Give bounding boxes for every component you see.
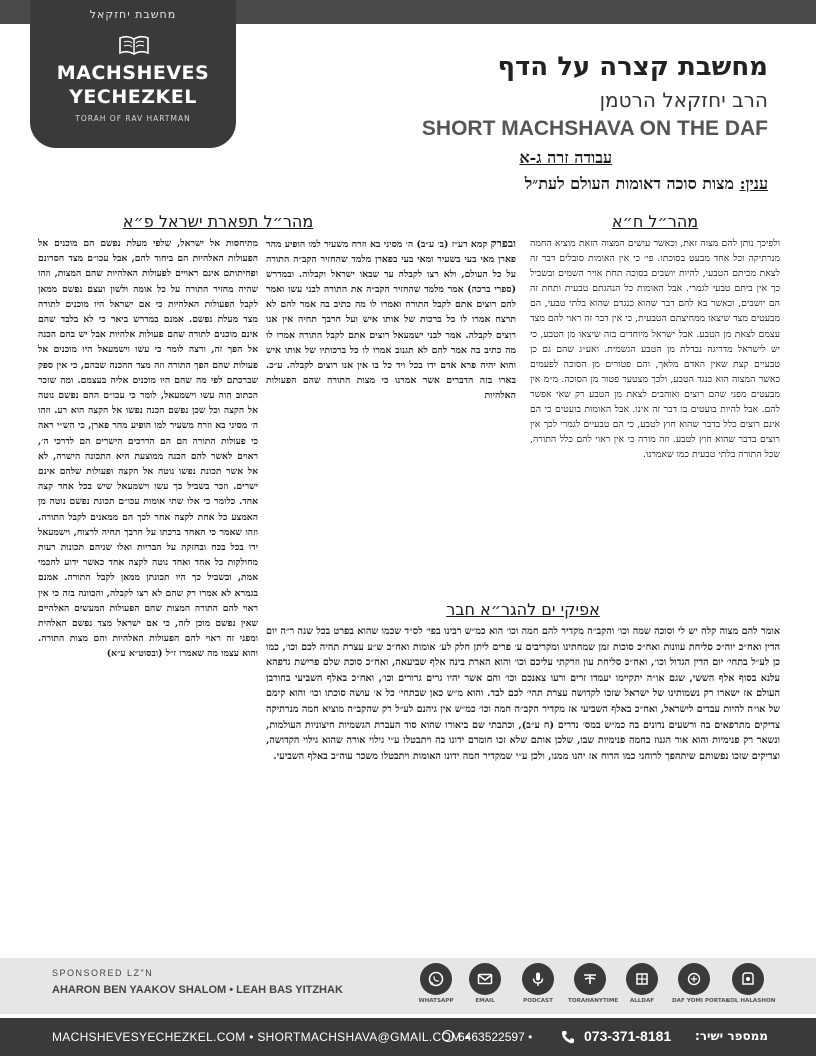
column-title-tiferes-yisrael: מהר״ל תפארת ישראל פ״א: [122, 212, 314, 231]
topic-label: ענין:: [739, 174, 768, 193]
contact-website-email[interactable]: MACHSHEVESYECHEZKEL.COM • SHORTMACHSHAVA@GMAIL.COM •: [52, 1030, 470, 1044]
whatsapp-link[interactable]: [414, 963, 458, 1004]
logo-name-line2: YECHEZKEL: [69, 86, 197, 108]
column-afikei-yam: אומר להם מצוה קלה יש לי וסוכה שמה וכו׳ והקב״ה מקדיר להם חמה וכו׳ הוא כמ״ש רבינו בפי׳ לס״ד שכמו שהוא בפרט בכל שנה ר״ה יום הדין ואח״כ יוה״כ סליחת עוונות ואח״כ סוכות זמן שמחתינו ומקריבים ע׳ פרים ליתן חלק לע׳ אומות ואח״כ ש״ע עצרת תהיה לכם וכו׳, כמו כן לע״ל בתחי׳ יום הדין הגדול וכו׳, ואח״כ סליחת עון וזרקתי עליכם וכו׳ והוא הארת בינה אלף שביעאה, ואח״כ סוכת שלם פרישת גדפהא עלנא בסוף אלף הששי, שגם או״ה יתקיימו יעמדו זרים ורעו צאנכם וכו׳ והם אשר יהיו גרים גרורים וכו׳, ואח״כ באלף השביעי בחורבן העולם אז ישארו רק נשמותינו של ישראל שזכו לקדושה עצרת תהי׳ לכם לבד. והוא מ״ש כאן שבתחי׳ כל א׳ עושה סוכתו וכו׳ והוא קימם של או״ה להיות עבדים לישראל, ואח״כ באלף השביעי אז מקדיר הקב״ה חמה וכו׳ כמ״ש אין גיהנם לע״ל רק שהקב״ה מוציא חמה מנרתיקה צדיקים מתרפאים בה ורשעים נדונים בה כמ״ש במס׳ נדרים (ח ע״ב), וכתבתי שם ביאורו שהוא סוד העברת הגשמיות חיצוניות העולמות, ונשאר רק פנימיות והוא אור הגנוז בחמה פנימיות שבו, שלכן אותם שלא זכו חומרם ידונו בה ויתבטלו ע״י גילוי אורה שהוא גילוי הקדושה, וצדיקים שזכו נפשותם שיתהפך לרוחני כמו הרוח אז יהנו ממנו, ולכן ע״י שמקדיר חמה ידונו האומות ויתבטלו משכר עוה״ב באלף השביעי.: [266, 626, 780, 762]
logo-hebrew-text: מחשבת יחזקאל: [89, 8, 177, 21]
alldaf-icon: [626, 963, 658, 995]
contact-band: [0, 1018, 816, 1056]
phone-hebrew-label: ממספר ישיר:: [694, 1029, 768, 1043]
podcast-link[interactable]: [516, 963, 560, 1004]
phone-number[interactable]: 073-371-8181: [584, 1028, 672, 1044]
column-middle-text: קמא דע״ז (ב׳ ע״ב) ה׳ מסיני בא וזרח משעיר למו הופיע מהר פארן מאי בעי בשעיר ומאי בעי בפארן מלמד שהחזיר הקב״ה התורה על כל העולם, ולא רצו לקבלה עד שבאו ישראל וקבלוה. ובמדרש (ספרי ברכה) אמר מלמד שהחזיר הקב״ה את התורה לבני עשו ואמר להם רוצים אתם לקבל התורה ואמרו לו מה כתיב בה אמר להם לא תרצח אמרו לו כל ברכות של אותו איש ועל חרבך תחיה אין אנו רוצים לקבלה. אמר לבני ישמעאל רוצים אתם לקבל התורה אמרו לו מה כתיב בה אמר להם לא תגנוב אמרו לו כל ברכותיו של אותו איש והוא יהיה פרא אדם ידו בכל ויד כל בו אין אנו רוצים לקבלה. ע״כ. בארו בזה הדברים אשר אמרנו כי מצות התורה שהם הפעולות האלהיות: [266, 239, 516, 401]
torahanytime-icon: [574, 963, 606, 995]
kol-halashon-link[interactable]: [726, 963, 776, 1004]
logo-name-line1: MACHSHEVES: [56, 62, 210, 84]
column-middle: [266, 236, 516, 500]
dafyomi-portal-icon: [678, 963, 710, 995]
email-icon: [469, 963, 501, 995]
logo-tagline: TORAH OF RAV HARTMAN: [75, 114, 191, 123]
dafyomi-portal-label: DAF YOMI PORTAL: [672, 998, 730, 1004]
sponsor-names: AHARON BEN YAAKOV SHALOM • LEAH BAS YITZHAK: [52, 984, 343, 996]
podcast-label: PODCAST: [523, 998, 553, 1004]
topic-line: [525, 174, 768, 194]
rabbi-name: הרב יחזקאל הרטמן: [599, 88, 768, 112]
column-maharal-chiddushei: ולפיכך נותן להם מצוה זאת, וכאשר עושים המצוה הזאת מוציא החמה מנרתיקה וכל אחד מבעט בסוכתו. פי׳ כי אין האומות סובלים דבר זה לצאת מכיתם הטבעי, להיות יושבים בסוכה תחת אויר השמים ובשביל כך אין ביתם טבעי לגמרי. אבל האומות כל הנהגתם טבעית ותחת זה הם יושבים, וכאשר בא להם דבר שהוא כנגדם שהוא בלתי טבעי, הם מבעטים מצד שיצאו ממחיצתם הטבעית, כי אין דבר זה ראוי להם מצד עצמם לצאת מן הטבע. אבל ישראל מיוחדים בזה שיצאו מן הטבע, כי יש לישראל מדריגה נבדלת מן הטבע הגשמית. ואע״ג שהם גם כן טבעיים קצת שאין האדם מלאך, והם פטורים מן הסוכה לפעמים כאשר המצוה הוא כנגד הטבע, ולכך מצטער פטור מן הסוכה. מ״מ אין מבעטים מפני שהם רוצים ואוהבים לצאת מן הטבע רק שאי אפשר להם. אבל להיות בועטים בו דבר זה אינו. אבל האומות בועטים כי הם אינם רוצים כלל בדבר שהוא חוץ לטבע, כי הם טבעיים לגמרי לכך אין רוצים בדבר שהוא חוץ לטבע. וזה מורה כי אין ראוי להם כלל התורה, שכל התורה בלתי טבעית כמו שאמרנו.: [530, 238, 780, 461]
kol-halashon-label: KOL HALASHON: [726, 998, 776, 1004]
topic-text: מצות סוכה דאומות העולם לעת״ל: [524, 174, 734, 193]
english-title: SHORT MACHSHAVA ON THE DAF: [421, 117, 768, 140]
column-middle-lead: ובפרק: [490, 237, 516, 250]
sponsor-label: SPONSORED LZ"N: [52, 968, 154, 978]
logo[interactable]: [30, 0, 236, 148]
hebrew-title: מחשבת קצרה על הדף: [497, 52, 768, 82]
email-link[interactable]: [463, 963, 507, 1004]
whatsapp-number[interactable]: 6463522597 •: [458, 1030, 533, 1044]
alldaf-label: ALLDAF: [629, 998, 655, 1004]
column-tiferes-yisrael: מתיחסות אל ישראל, שלפי מעלת נפשם הם מוכנים אל הפעולות האלהיות הם ביחוד להם, אבל עכו״ם מצד חסרונם ופחיתותם אינם ראויים לפעולות האלהיות שהם המצות, וזהו שהיה מחזיר התורה על כל אומה ולשון ועצם נפשם ממאן לקבל הפעולות האלהיות כי אם ישראל היו מוכנים לתורה מצד מעלת נפשם. אמנם במדרש ביאר כי לא בלבד שהם אינם מוכנים לתורה שהם פעולות אלהיות אבל יש בהם הכנה אל הפך זה, ורצה לומר כי עשו וישמעאל היו מוכנים אל פעולות שהם הפך התורה וזה מצד ההכנה שבהם, כי אין ספק שברכתם לפי מה שהם היו מוכנים אליה בעצמם. ומה שזכר הכתוב הוה עשו וישמעאל, לומר כי עכו״ם ההם נפשם נוטה אל הקצה וכל שכן נפשם הכנה נפשו אל הקצה הוא רע. וזהו ה׳ מסיני בא וזרח משעיר למו הופיע מהר פארן, כי הש״י ראה כי פעולות התורה הם הם הדרכים הישרים הם לדרכי ה׳, ראוים לאשר להם הכנה ממוצעת היא התכונה הישרה, לא אל אשר תכונת נפשו נוטה אל הקצה ופעולות שלהם אינם ישרים. וזכר בשביל כך עשו וישמעאל שיש בכל אחד קצה אחד. כלומר כי אלו שתי אומות עכו״ם תכונת נפשם נוטה מן האמצע כל אחת לקצה אחר לכך הם ממאנים לקבל התורה. וזהו שאמר כי האחד ברכתו על חרבך תחיה לרצוח, וישמעאל ידו בכל בכח ובחזקה על הבריות ואלו שניהם תכונות רעות מחולקות כל אחד ואחד נוטה לקצה אחד כאשר ידוע לחכמי אמת, ובשביל כך היו תכונתן ממאן לקבל התורה. אמנם בגמרא לא אמרו רק שהם לא רצו לקבלה, והכוונה בזה כי אין ראוי להם התורה המצות שהם הפעולות המעשים האלהיים שאין נפשם מוכן לזה, כי אם ישראל מצד נפשם האלהית ומפני זה ראוי להם הפעולות האלהיות והם מצות התורה. והוא עצמו מה שאמרו ז״ל (ובסוט״א ע״א): [38, 238, 258, 660]
whatsapp-small-icon: [442, 1030, 454, 1042]
open-book-icon: [118, 34, 150, 56]
torahanytime-link[interactable]: [568, 963, 619, 1004]
phone-icon: [560, 1029, 576, 1045]
kol-halashon-icon: [732, 963, 764, 995]
email-label: EMAIL: [475, 998, 495, 1004]
torahanytime-label: TORAHANYTIME: [568, 998, 619, 1004]
podcast-icon: [522, 963, 554, 995]
column-title-afikei-yam: אפיקי ים להגר״א חבר: [446, 600, 600, 619]
whatsapp-icon: [420, 963, 452, 995]
dafyomi-portal-link[interactable]: [672, 963, 730, 1004]
daf-reference: עבודה זרה ג-א: [519, 148, 612, 167]
column-title-maharal-chiddushei: מהר״ל ח״א: [611, 212, 699, 231]
alldaf-link[interactable]: [620, 963, 664, 1004]
whatsapp-label: WHATSAPP: [418, 998, 454, 1004]
